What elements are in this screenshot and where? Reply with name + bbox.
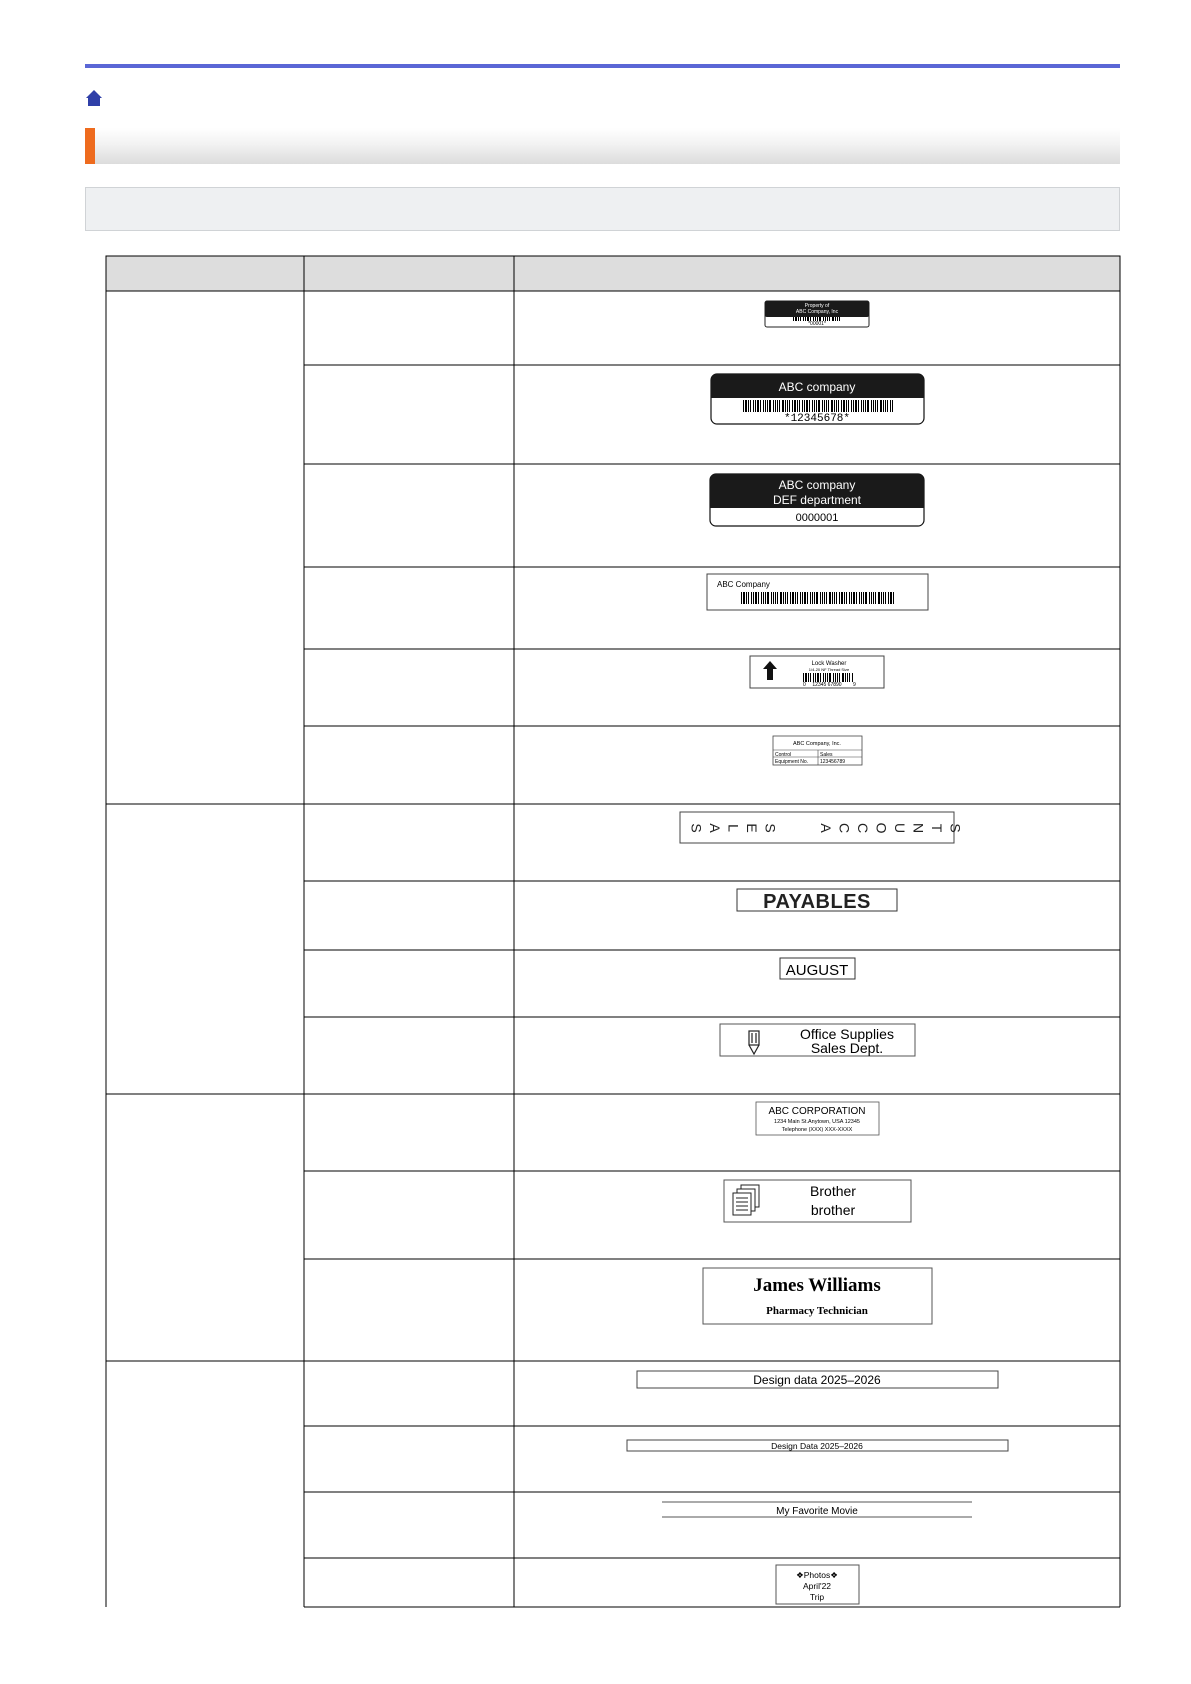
design-data-narrow-label	[627, 1440, 1008, 1451]
office-supplies-line2: Sales Dept.	[810, 1040, 884, 1056]
barcode-bar	[780, 592, 782, 604]
barcode-bar	[869, 592, 870, 604]
barcode-bar	[883, 400, 884, 412]
vertical-letter: E	[743, 823, 760, 833]
barcode	[803, 673, 853, 682]
barcode-bar	[787, 400, 788, 412]
barcode-bar	[836, 592, 837, 604]
barcode-bar	[820, 673, 821, 682]
barcode-bar	[834, 400, 835, 412]
vertical-letter: S	[947, 823, 964, 833]
barcode-bar	[829, 317, 830, 321]
parts-label-line1: Lock Washer	[811, 661, 847, 667]
barcode-bar	[826, 592, 827, 604]
barcode-bar	[865, 592, 867, 604]
barcode-bar	[785, 400, 786, 412]
documents-icon	[733, 1185, 759, 1215]
vertical-text-label	[680, 812, 963, 843]
photos-line1: ❖Photos❖	[796, 1570, 838, 1580]
barcode-bar	[803, 317, 804, 321]
barcode-bar	[805, 673, 807, 682]
barcode-bar	[818, 400, 820, 412]
barcode-bar	[795, 317, 797, 321]
barcode-label	[711, 374, 924, 425]
barcode-bar	[745, 400, 747, 412]
barcode-bar	[814, 592, 815, 604]
barcode-bar	[824, 592, 825, 604]
barcode-bar	[859, 592, 860, 604]
barcode-bar	[839, 592, 840, 604]
photos-line2: April'22	[802, 1581, 832, 1591]
barcode-bar	[827, 673, 828, 682]
barcode-bar	[828, 400, 829, 412]
movie-label	[662, 1502, 972, 1517]
barcode-bar	[785, 592, 786, 604]
barcode-bar	[804, 400, 805, 412]
barcode-bar	[834, 592, 835, 604]
company-barcode-label	[707, 574, 928, 610]
rotated-letters	[688, 823, 963, 834]
barcode-bar	[797, 592, 798, 604]
barcode-bar	[845, 673, 846, 682]
address-line3: Telephone (XXX) XXX-XXXX	[781, 1127, 853, 1133]
barcode-bar	[753, 400, 754, 412]
barcode-bar	[835, 673, 836, 682]
barcode-bar	[844, 592, 845, 604]
barcode-bar	[795, 592, 796, 604]
barcode-bar	[855, 400, 857, 412]
barcode-bar	[753, 592, 754, 604]
vertical-letter: O	[873, 822, 890, 834]
barcode-bar	[803, 673, 804, 682]
equipment-title: ABC Company, Inc.	[793, 741, 841, 747]
barcode-bar	[885, 592, 886, 604]
barcode-bar	[792, 400, 793, 412]
parts-label-line2: 1/4-20 NF Thread Size	[808, 667, 850, 672]
barcode-bar	[835, 317, 836, 321]
vertical-letter: S	[688, 823, 705, 833]
barcode-bar	[793, 317, 794, 321]
brother-line1: Brother	[810, 1183, 856, 1199]
barcode-bar	[836, 400, 837, 412]
photos-line3: Trip	[809, 1592, 825, 1602]
asset-tag-code: *00001*	[808, 321, 826, 327]
barcode	[741, 592, 894, 604]
barcode-bar	[775, 592, 776, 604]
barcode-bar	[848, 400, 849, 412]
barcode-bar	[800, 592, 801, 604]
vertical-letter: C	[854, 822, 871, 834]
barcode-bar	[892, 400, 893, 412]
barcode-bar	[820, 592, 821, 604]
barcode-bar	[816, 592, 818, 604]
dept-label-subtitle: DEF department	[772, 493, 862, 507]
office-supplies-line1: Office Supplies	[800, 1026, 894, 1042]
barcode-bar	[877, 400, 878, 412]
barcode-bar	[809, 400, 810, 412]
table-header	[106, 256, 1120, 291]
barcode-bar	[798, 317, 799, 321]
brother-line2: brother	[810, 1202, 856, 1218]
barcode-bar	[861, 400, 862, 412]
dept-label-title: ABC company	[778, 478, 856, 492]
barcode-bar	[758, 592, 759, 604]
barcode-bar	[779, 400, 780, 412]
movie-text: My Favorite Movie	[776, 1506, 858, 1517]
barcode-bar	[775, 400, 776, 412]
barcode-bar	[767, 592, 769, 604]
barcode-bar	[863, 592, 864, 604]
barcode-bar	[823, 673, 824, 682]
barcode-bar	[851, 400, 852, 412]
barcode-bar	[871, 400, 872, 412]
barcode-bar	[782, 400, 784, 412]
barcode-bar	[760, 400, 761, 412]
barcode-bar	[871, 592, 872, 604]
barcode-bar	[790, 592, 791, 604]
barcode-bar	[771, 592, 772, 604]
barcode-bar	[881, 592, 882, 604]
barcode-bar	[829, 592, 831, 604]
barcode-bar	[861, 592, 862, 604]
vertical-letter: A	[706, 823, 723, 833]
barcode-bar	[839, 317, 840, 321]
address-line1: ABC CORPORATION	[768, 1106, 866, 1117]
equipment-table-label	[773, 736, 862, 765]
barcode-label-code: *12345678*	[783, 413, 851, 425]
barcode-bar	[789, 400, 790, 412]
barcode-bar	[816, 400, 817, 412]
barcode-bar	[875, 592, 876, 604]
barcode-bar	[777, 592, 778, 604]
vertical-letter: T	[928, 823, 945, 833]
barcode-bar	[802, 400, 803, 412]
equipment-c3: Equipment No.	[775, 759, 809, 765]
barcode-bar	[827, 317, 828, 321]
barcode-bar	[748, 592, 749, 604]
barcode-bar	[769, 400, 771, 412]
barcode-bar	[865, 400, 866, 412]
barcode-bar	[863, 400, 864, 412]
parts-label-code-left: 0	[803, 682, 806, 688]
august-label	[780, 958, 855, 979]
department-label	[710, 474, 924, 526]
badge-name: James Williams	[753, 1275, 881, 1296]
vertical-letter: L	[725, 824, 742, 832]
barcode-bar	[833, 673, 834, 682]
barcode-bar	[810, 673, 811, 682]
barcode-bar	[839, 673, 840, 682]
barcode-bar	[873, 592, 874, 604]
design-narrow-text: Design Data 2025–2026	[771, 1441, 863, 1451]
address-line2: 1234 Main St.Anytown, USA 12345	[774, 1119, 860, 1125]
barcode-bar	[765, 592, 766, 604]
barcode-bar	[767, 400, 768, 412]
vertical-letter: S	[762, 823, 779, 833]
barcode-bar	[851, 592, 852, 604]
barcode-bar	[880, 400, 882, 412]
barcode-bar	[755, 592, 757, 604]
august-text: AUGUST	[785, 962, 849, 979]
barcode-bar	[812, 592, 813, 604]
barcode-bar	[802, 592, 803, 604]
barcode-bar	[806, 400, 808, 412]
barcode-bar	[888, 592, 889, 604]
brother-label	[724, 1180, 911, 1222]
barcode-bar	[849, 592, 850, 604]
barcode-bar	[837, 673, 838, 682]
asset-tag-line2: ABC Company, Inc	[795, 309, 839, 315]
barcode-bar	[829, 673, 831, 682]
barcode-bar	[743, 592, 745, 604]
barcode-bar	[814, 400, 815, 412]
vertical-letter: U	[891, 822, 908, 834]
badge-title: Pharmacy Technician	[766, 1305, 868, 1317]
barcode-bar	[743, 400, 744, 412]
barcode-bar	[890, 592, 892, 604]
barcode-bar	[763, 400, 764, 412]
barcode-bar	[887, 400, 888, 412]
barcode-bar	[810, 592, 811, 604]
barcode-bar	[873, 400, 874, 412]
barcode-bar	[846, 592, 847, 604]
asset-tag-label	[765, 301, 869, 327]
barcode-bar	[783, 592, 784, 604]
barcode-bar	[853, 400, 854, 412]
barcode-label-title: ABC company	[778, 380, 856, 394]
office-supplies-label	[720, 1024, 915, 1056]
barcode-bar	[799, 400, 800, 412]
barcode-bar	[808, 673, 809, 682]
barcode-bar	[842, 673, 844, 682]
barcode-bar	[867, 400, 869, 412]
barcode-bar	[875, 400, 876, 412]
name-badge-label	[703, 1268, 932, 1324]
equipment-c4: 123456789	[820, 759, 846, 765]
barcode-bar	[838, 400, 839, 412]
barcode-bar	[837, 317, 838, 321]
barcode-bar	[777, 400, 778, 412]
barcode-bar	[746, 592, 747, 604]
barcode-bar	[805, 317, 806, 321]
barcode-bar	[843, 400, 845, 412]
photos-label	[776, 1565, 859, 1604]
equipment-c2: Sales	[820, 752, 833, 758]
barcode-bar	[846, 400, 847, 412]
barcode-bar	[878, 592, 880, 604]
barcode-bar	[757, 400, 759, 412]
barcode-bar	[852, 673, 853, 682]
barcode-bar	[763, 592, 764, 604]
barcode-bar	[813, 673, 814, 682]
barcode-bar	[856, 592, 857, 604]
barcode-bar	[832, 592, 833, 604]
barcode-bar	[750, 400, 751, 412]
barcode-bar	[858, 400, 859, 412]
barcode-bar	[853, 592, 855, 604]
barcode-bar	[748, 400, 749, 412]
barcode-bar	[755, 400, 756, 412]
asset-tag-line1: Property of	[804, 303, 830, 309]
vertical-letter: C	[836, 822, 853, 834]
address-label	[756, 1102, 879, 1135]
barcode-bar	[841, 592, 843, 604]
barcode-bar	[797, 400, 798, 412]
parts-label-code-right: 9	[853, 682, 856, 688]
barcode-bar	[804, 592, 806, 604]
barcode-bar	[812, 400, 813, 412]
barcode-bar	[761, 592, 762, 604]
barcode-bar	[773, 592, 774, 604]
barcode-bar	[893, 592, 894, 604]
barcode-bar	[794, 400, 796, 412]
design-wide-text: Design data 2025–2026	[753, 1373, 881, 1387]
barcode-bar	[787, 592, 788, 604]
payables-label	[737, 889, 897, 913]
barcode-bar	[765, 400, 766, 412]
barcode-bar	[822, 592, 823, 604]
barcode-bar	[822, 400, 823, 412]
barcode-bar	[773, 400, 774, 412]
barcode-bar	[883, 592, 884, 604]
barcode-bar	[824, 400, 825, 412]
barcode-bar	[831, 400, 833, 412]
barcode-bar	[800, 317, 801, 321]
payables-text: PAYABLES	[763, 891, 871, 913]
barcode-bar	[847, 673, 848, 682]
barcode-bar	[849, 673, 850, 682]
parts-label-code-middle: 12345 67890	[812, 682, 842, 688]
equipment-c1: Control	[775, 752, 792, 758]
barcode-bar	[832, 317, 834, 321]
parts-label	[750, 656, 884, 688]
barcode-bar	[825, 673, 826, 682]
barcode-bar	[815, 673, 816, 682]
barcode-bar	[826, 400, 827, 412]
dept-label-number: 0000001	[795, 512, 839, 524]
barcode-bar	[841, 400, 842, 412]
barcode-bar	[751, 592, 752, 604]
vertical-letter: N	[910, 822, 927, 834]
barcode-bar	[890, 400, 891, 412]
barcode-bar	[792, 592, 794, 604]
barcode-bar	[885, 400, 886, 412]
barcode-bar	[807, 592, 808, 604]
design-data-wide-label	[637, 1371, 998, 1388]
company-barcode-title: ABC Company	[717, 580, 770, 589]
vertical-letter: A	[817, 823, 834, 833]
barcode-bar	[741, 592, 742, 604]
barcode-bar	[817, 673, 819, 682]
